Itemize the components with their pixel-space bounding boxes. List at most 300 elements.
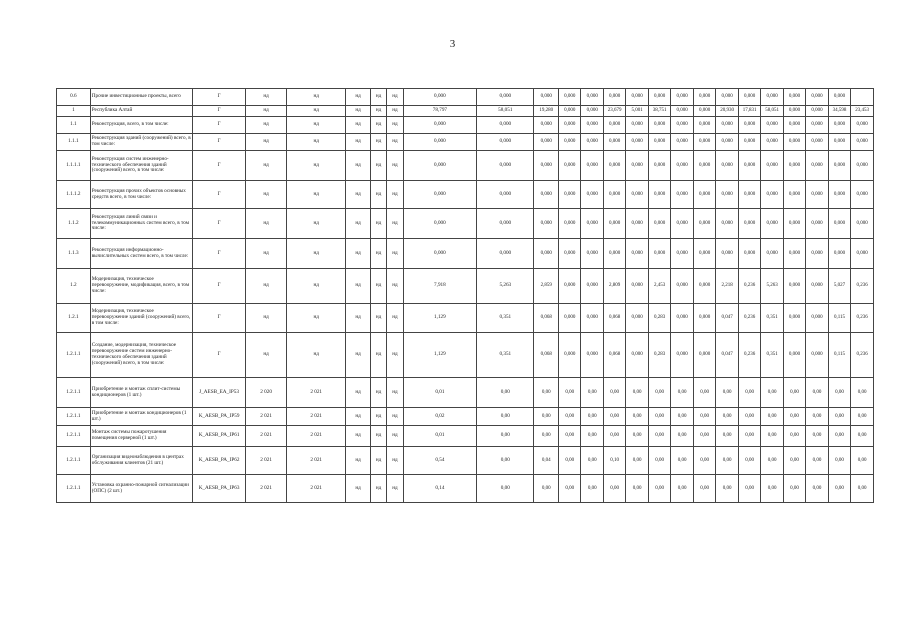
row-code: Г	[192, 181, 245, 209]
row-year-start: нд	[246, 209, 287, 239]
row-value: 2,218	[716, 269, 738, 304]
row-value: 0,000	[558, 269, 580, 304]
row-value: 0,000	[828, 134, 850, 151]
row-value: 0,04	[534, 447, 559, 475]
row-value: 0,000	[738, 134, 760, 151]
row-total-fact: 0,000	[477, 89, 534, 106]
page-number: 3	[449, 38, 456, 50]
row-value: 0,000	[581, 134, 603, 151]
row-value: 0,00	[716, 447, 738, 475]
row-value: 0,00	[783, 447, 805, 475]
row-value: 0,00	[671, 426, 693, 447]
row-nd: нд	[346, 447, 371, 475]
row-year-start: нд	[246, 181, 287, 209]
row-total-plan: 1,129	[403, 304, 477, 333]
row-nd: нд	[387, 304, 403, 333]
row-value: 0,00	[581, 447, 603, 475]
row-nd: нд	[387, 475, 403, 503]
row-value: 0,000	[671, 117, 693, 134]
row-value: 0,000	[693, 333, 715, 378]
row-value: 0,00	[648, 408, 670, 426]
row-value: 0,000	[806, 333, 828, 378]
row-name: Приобретение и монтаж сплит-системы кондиционеров (1 шт.)	[90, 378, 192, 408]
row-nd: нд	[387, 408, 403, 426]
row-id: 1.2.1.1	[57, 447, 91, 475]
row-value: 0,000	[558, 239, 580, 269]
row-value: 0,000	[828, 89, 850, 106]
row-year-end: нд	[287, 333, 346, 378]
row-value: 0,000	[716, 117, 738, 134]
row-value: 0,000	[558, 181, 580, 209]
row-id: 1.1	[57, 117, 91, 134]
row-value: 0,000	[671, 181, 693, 209]
row-nd: нд	[387, 269, 403, 304]
row-value: 0,00	[693, 447, 715, 475]
row-value: 0,000	[581, 333, 603, 378]
row-value: 0,115	[828, 304, 850, 333]
row-value: 0,00	[738, 475, 760, 503]
row-code: Г	[192, 239, 245, 269]
row-value: 0,000	[783, 333, 805, 378]
table-row	[57, 475, 874, 503]
row-value: 0,000	[851, 117, 874, 134]
row-nd: нд	[346, 106, 371, 117]
row-value: 0,00	[626, 447, 648, 475]
row-total-fact: 5,263	[477, 269, 534, 304]
row-total-fact: 0,351	[477, 333, 534, 378]
row-value: 0,00	[626, 408, 648, 426]
row-value: 2,453	[648, 269, 670, 304]
row-total-fact: 0,000	[477, 209, 534, 239]
row-code: Г	[192, 151, 245, 181]
row-value: 0,00	[671, 475, 693, 503]
row-nd: нд	[346, 269, 371, 304]
row-value: 0,000	[806, 151, 828, 181]
row-value: 17,831	[738, 106, 760, 117]
row-value: 0,000	[581, 89, 603, 106]
row-value: 0,000	[626, 181, 648, 209]
row-value: 0,000	[581, 117, 603, 134]
row-value: 0,068	[603, 304, 625, 333]
row-value: 0,00	[603, 426, 625, 447]
row-id: 1.1.1	[57, 134, 91, 151]
row-value: 0,068	[534, 304, 559, 333]
row-value: 0,068	[603, 333, 625, 378]
row-value: 0,047	[716, 304, 738, 333]
row-nd: нд	[346, 181, 371, 209]
row-value: 0,000	[806, 269, 828, 304]
row-year-start: нд	[246, 89, 287, 106]
row-value: 0,000	[806, 239, 828, 269]
row-total-fact: 0,000	[477, 134, 534, 151]
row-nd: нд	[370, 378, 386, 408]
table-row	[57, 333, 874, 378]
row-value: 0,00	[581, 426, 603, 447]
row-value: 0,00	[581, 378, 603, 408]
row-value: 0,000	[851, 209, 874, 239]
row-name: Установка охранно-пожарной сигнализации (ОПС) (2 шт.)	[90, 475, 192, 503]
row-year-start: нд	[246, 333, 287, 378]
row-nd: нд	[370, 134, 386, 151]
row-value: 0,00	[581, 475, 603, 503]
row-value: 0,000	[581, 239, 603, 269]
row-value: 0,000	[783, 89, 805, 106]
row-value: 0,00	[603, 378, 625, 408]
row-value: 0,236	[738, 304, 760, 333]
row-nd: нд	[387, 151, 403, 181]
row-year-start: нд	[246, 106, 287, 117]
row-total-fact: 0,00	[477, 378, 534, 408]
row-nd: нд	[346, 134, 371, 151]
row-name: Реконструкция информационно-вычислительных систем всего, в том числе:	[90, 239, 192, 269]
row-nd: нд	[370, 117, 386, 134]
row-year-start: 2 020	[246, 378, 287, 408]
row-value: 0,00	[648, 475, 670, 503]
row-value: 0,00	[806, 408, 828, 426]
row-year-end: нд	[287, 151, 346, 181]
row-year-start: нд	[246, 151, 287, 181]
row-value: 0,000	[806, 304, 828, 333]
row-year-end: 2 021	[287, 378, 346, 408]
row-total-plan: 0,01	[403, 378, 477, 408]
row-id: 1.2	[57, 269, 91, 304]
row-value: 0,000	[828, 239, 850, 269]
row-value: 0,283	[648, 333, 670, 378]
row-value: 0,000	[761, 181, 783, 209]
row-id: 1.1.1.1	[57, 151, 91, 181]
row-total-plan: 0,000	[403, 209, 477, 239]
table-row	[57, 239, 874, 269]
row-value: 0,000	[806, 117, 828, 134]
row-value: 0,00	[761, 475, 783, 503]
row-value: 0,000	[671, 209, 693, 239]
row-value: 0,000	[558, 151, 580, 181]
table-row	[57, 426, 874, 447]
row-value: 0,00	[783, 475, 805, 503]
row-value: 0,351	[761, 333, 783, 378]
row-value: 0,000	[693, 134, 715, 151]
row-value: 0,000	[626, 117, 648, 134]
row-value: 0,00	[648, 378, 670, 408]
row-value: 0,000	[738, 89, 760, 106]
row-total-plan: 0,000	[403, 239, 477, 269]
row-value: 0,00	[534, 408, 559, 426]
row-value: 0,236	[851, 304, 874, 333]
row-nd: нд	[346, 475, 371, 503]
row-value: 0,000	[851, 134, 874, 151]
row-code: Г	[192, 134, 245, 151]
row-value: 0,000	[738, 209, 760, 239]
row-year-start: нд	[246, 269, 287, 304]
row-nd: нд	[370, 475, 386, 503]
row-value: 0,00	[693, 475, 715, 503]
row-value: 0,000	[693, 106, 715, 117]
row-total-fact: 0,000	[477, 151, 534, 181]
row-value: 0,00	[851, 426, 874, 447]
row-name: Республика Алтай	[90, 106, 192, 117]
row-value: 0,000	[693, 269, 715, 304]
table-row	[57, 408, 874, 426]
row-value: 0,000	[603, 117, 625, 134]
row-nd: нд	[387, 426, 403, 447]
row-nd: нд	[346, 333, 371, 378]
row-value: 0,000	[558, 333, 580, 378]
row-nd: нд	[370, 89, 386, 106]
row-value: 0,000	[783, 239, 805, 269]
row-total-fact: 0,000	[477, 117, 534, 134]
table-row	[57, 378, 874, 408]
row-value: 2,809	[603, 269, 625, 304]
row-value: 0,000	[581, 106, 603, 117]
row-code: K_AESB_PA_IP62	[192, 447, 245, 475]
row-value: 0,000	[783, 106, 805, 117]
row-name: Приобретение и монтаж кондиционеров (1 шт.)	[90, 408, 192, 426]
row-year-end: нд	[287, 106, 346, 117]
row-value: 0,000	[693, 181, 715, 209]
row-nd: нд	[387, 117, 403, 134]
table-row	[57, 151, 874, 181]
row-value: 0,00	[716, 475, 738, 503]
row-nd: нд	[346, 117, 371, 134]
row-code: K_AESB_PA_IP59	[192, 408, 245, 426]
row-total-plan: 78,797	[403, 106, 477, 117]
row-total-plan: 0,000	[403, 151, 477, 181]
row-value: 0,000	[626, 333, 648, 378]
row-year-end: нд	[287, 134, 346, 151]
row-value: 0,000	[693, 117, 715, 134]
row-id: 1.2.1.1	[57, 378, 91, 408]
row-value: 0,00	[671, 408, 693, 426]
row-value: 23,679	[603, 106, 625, 117]
row-total-plan: 0,54	[403, 447, 477, 475]
row-value: 0,047	[716, 333, 738, 378]
row-value: 0,00	[603, 475, 625, 503]
row-id: 1.2.1.1	[57, 426, 91, 447]
row-value: 0,000	[783, 304, 805, 333]
row-value: 0,000	[761, 134, 783, 151]
row-year-end: нд	[287, 269, 346, 304]
row-value: 0,00	[534, 378, 559, 408]
row-value: 0,000	[783, 209, 805, 239]
row-value: 0,00	[806, 475, 828, 503]
row-value: 0,000	[581, 209, 603, 239]
row-value: 0,000	[716, 134, 738, 151]
row-value: 0,000	[806, 209, 828, 239]
row-id: 1.2.1.1	[57, 408, 91, 426]
row-value: 0,000	[558, 106, 580, 117]
row-value: 0,000	[534, 134, 559, 151]
row-total-plan: 0,000	[403, 117, 477, 134]
row-value: 0,00	[828, 378, 850, 408]
row-total-fact: 0,00	[477, 426, 534, 447]
row-nd: нд	[346, 89, 371, 106]
row-nd: нд	[370, 181, 386, 209]
row-value: 0,00	[828, 408, 850, 426]
investment-table	[56, 88, 874, 503]
row-value: 0,000	[671, 106, 693, 117]
row-code: Г	[192, 106, 245, 117]
row-value: 0,000	[716, 181, 738, 209]
row-value: 0,000	[626, 151, 648, 181]
row-year-start: 2 021	[246, 475, 287, 503]
row-year-start: 2 021	[246, 426, 287, 447]
row-name: Прочие инвестиционные проекты, всего	[90, 89, 192, 106]
row-value: 5,001	[626, 106, 648, 117]
row-value: 0,00	[626, 475, 648, 503]
row-value: 5,263	[761, 269, 783, 304]
row-value: 0,236	[738, 269, 760, 304]
row-name: Создание, модернизация, техническое перевооружение систем инженерно-технического обеспечения зданий (сооружений) всего, в том числе:	[90, 333, 192, 378]
row-name: Монтаж системы пожаротушения помещения серверной (1 шт.)	[90, 426, 192, 447]
row-value: 0,00	[558, 475, 580, 503]
row-value: 0,000	[671, 239, 693, 269]
row-value: 0,00	[626, 426, 648, 447]
row-code: Г	[192, 209, 245, 239]
row-id: 1.2.1.1	[57, 333, 91, 378]
row-value: 0,000	[806, 106, 828, 117]
row-nd: нд	[370, 151, 386, 181]
row-value: 0,00	[828, 475, 850, 503]
row-name: Реконструкция зданий (сооружений) всего, в том числе:	[90, 134, 192, 151]
row-year-end: 2 021	[287, 475, 346, 503]
row-year-start: нд	[246, 304, 287, 333]
row-id: 1.1.3	[57, 239, 91, 269]
row-value: 0,000	[716, 239, 738, 269]
row-nd: нд	[387, 89, 403, 106]
row-value: 5,027	[828, 269, 850, 304]
row-value: 0,000	[626, 304, 648, 333]
row-value: 0,000	[783, 151, 805, 181]
row-value: 0,000	[851, 239, 874, 269]
row-value: 0,000	[693, 239, 715, 269]
row-value: 0,10	[603, 447, 625, 475]
table-row	[57, 134, 874, 151]
row-year-end: нд	[287, 304, 346, 333]
row-value: 0,000	[716, 151, 738, 181]
row-value: 0,000	[603, 134, 625, 151]
row-value: 0,00	[761, 426, 783, 447]
row-year-end: 2 021	[287, 447, 346, 475]
row-value: 0,00	[693, 426, 715, 447]
row-value: 0,000	[693, 209, 715, 239]
row-nd: нд	[346, 408, 371, 426]
row-value: 0,000	[761, 117, 783, 134]
row-value: 0,00	[806, 447, 828, 475]
row-value: 0,00	[534, 475, 559, 503]
row-total-fact: 0,000	[477, 181, 534, 209]
row-value: 0,000	[693, 304, 715, 333]
row-nd: нд	[370, 106, 386, 117]
row-value: 0,00	[851, 447, 874, 475]
row-year-end: 2 021	[287, 408, 346, 426]
row-year-start: нд	[246, 239, 287, 269]
row-value: 0,00	[828, 447, 850, 475]
row-value: 0,00	[716, 378, 738, 408]
row-nd: нд	[370, 269, 386, 304]
row-value: 0,000	[671, 89, 693, 106]
row-value: 0,000	[716, 89, 738, 106]
row-value: 0,000	[783, 269, 805, 304]
row-value: 0,00	[738, 378, 760, 408]
row-year-end: нд	[287, 89, 346, 106]
row-year-end: 2 021	[287, 426, 346, 447]
row-nd: нд	[346, 239, 371, 269]
row-value: 0,00	[671, 447, 693, 475]
row-value: 0,00	[761, 408, 783, 426]
row-value: 34,598	[828, 106, 850, 117]
row-value: 0,00	[783, 378, 805, 408]
row-nd: нд	[387, 447, 403, 475]
row-year-start: нд	[246, 134, 287, 151]
row-value: 0,00	[738, 426, 760, 447]
row-value: 0,000	[761, 209, 783, 239]
row-total-plan: 1,129	[403, 333, 477, 378]
table-row	[57, 269, 874, 304]
row-value: 0,00	[581, 408, 603, 426]
row-value: 0,000	[828, 117, 850, 134]
row-value: 0,000	[648, 117, 670, 134]
row-year-end: нд	[287, 239, 346, 269]
row-total-plan: 0,000	[403, 181, 477, 209]
row-value: 0,000	[738, 151, 760, 181]
row-value: 0,00	[603, 408, 625, 426]
row-value: 0,000	[558, 134, 580, 151]
table-row	[57, 181, 874, 209]
row-value: 0,000	[581, 269, 603, 304]
row-value: 0,000	[671, 151, 693, 181]
row-value: 0,00	[648, 426, 670, 447]
row-year-end: нд	[287, 181, 346, 209]
row-year-start: 2 021	[246, 447, 287, 475]
table-row	[57, 447, 874, 475]
row-value: 0,000	[806, 134, 828, 151]
row-value: 38,751	[648, 106, 670, 117]
row-value: 0,000	[648, 151, 670, 181]
row-value: 0,000	[558, 304, 580, 333]
row-name: Модернизация, техническое перевооружение, модификация, всего, в том числе:	[90, 269, 192, 304]
row-total-fact: 0,00	[477, 475, 534, 503]
row-name: Реконструкция систем инженерно-технического обеспечения зданий (сооружений) всего, в том числе:	[90, 151, 192, 181]
row-total-fact: 0,00	[477, 408, 534, 426]
row-value: 0,00	[806, 426, 828, 447]
row-nd: нд	[370, 408, 386, 426]
row-value: 0,00	[693, 378, 715, 408]
row-value: 0,00	[738, 447, 760, 475]
row-code: Г	[192, 304, 245, 333]
row-total-plan: 0,000	[403, 134, 477, 151]
row-value: 0,000	[761, 89, 783, 106]
row-value: 0,00	[783, 408, 805, 426]
row-name: Реконструкция прочих объектов основных средств всего, в том числе:	[90, 181, 192, 209]
row-value: 2,859	[534, 269, 559, 304]
row-total-fact: 0,00	[477, 447, 534, 475]
row-year-end: нд	[287, 117, 346, 134]
row-id: 1.2.1	[57, 304, 91, 333]
table-row	[57, 209, 874, 239]
row-id: 1.1.2	[57, 209, 91, 239]
table-row	[57, 304, 874, 333]
row-value: 0,000	[693, 151, 715, 181]
row-nd: нд	[387, 239, 403, 269]
row-value: 0,00	[558, 426, 580, 447]
row-nd: нд	[346, 378, 371, 408]
table-row	[57, 106, 874, 117]
row-value: 0,00	[851, 408, 874, 426]
row-year-end: нд	[287, 209, 346, 239]
row-code: Г	[192, 269, 245, 304]
row-value: 0,000	[534, 209, 559, 239]
row-value	[851, 89, 874, 106]
